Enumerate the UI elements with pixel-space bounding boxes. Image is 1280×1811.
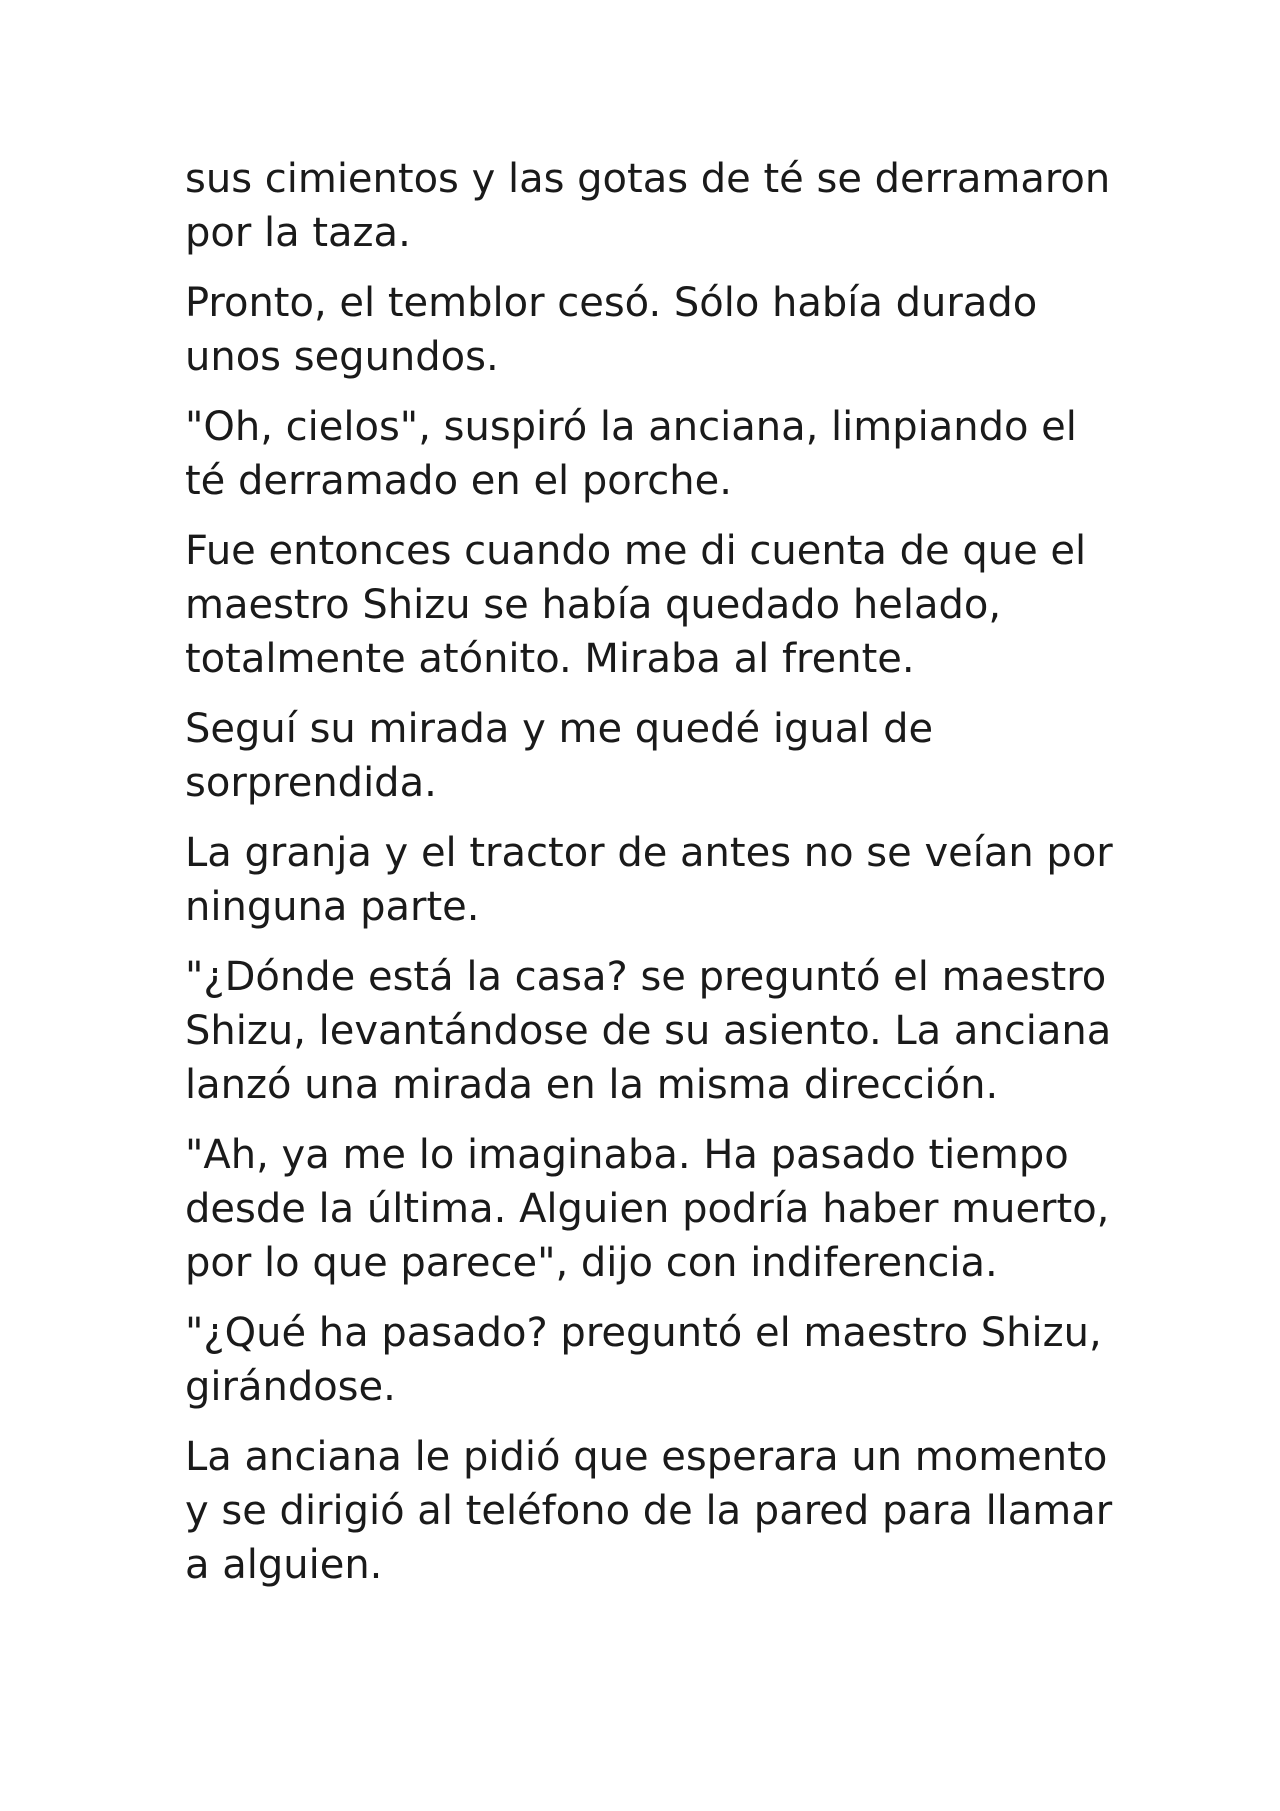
body-text — [185, 152, 1115, 1608]
paragraph — [185, 1128, 1115, 1290]
text-line: sus cimientos y las gotas de té se derramaron — [185, 156, 1111, 202]
paragraph — [185, 1306, 1115, 1414]
text-line: sorprendida. — [185, 760, 437, 806]
paragraph — [185, 400, 1115, 508]
text-line: por lo que parece", dijo con indiferencia. — [185, 1240, 998, 1286]
text-line: Fue entonces cuando me di cuenta de que el — [185, 528, 1087, 574]
text-line: "Oh, cielos", suspiró la anciana, limpiando el — [185, 404, 1077, 450]
text-line: girándose. — [185, 1364, 396, 1410]
text-line: por la taza. — [185, 210, 411, 256]
paragraph — [185, 950, 1115, 1112]
text-line: Shizu, levantándose de su asiento. La anciana — [185, 1008, 1112, 1054]
text-line: "Ah, ya me lo imaginaba. Ha pasado tiempo — [185, 1132, 1069, 1178]
paragraph — [185, 276, 1115, 384]
text-line: totalmente atónito. Miraba al frente. — [185, 636, 915, 682]
text-line: y se dirigió al teléfono de la pared para llamar — [185, 1488, 1113, 1534]
text-line: "¿Dónde está la casa? se preguntó el maestro — [185, 954, 1107, 1000]
text-line: unos segundos. — [185, 334, 499, 380]
paragraph — [185, 152, 1115, 260]
paragraph — [185, 524, 1115, 686]
text-line: ninguna parte. — [185, 884, 480, 930]
paragraph — [185, 1430, 1115, 1592]
text-line: "¿Qué ha pasado? preguntó el maestro Shizu, — [185, 1310, 1102, 1356]
text-line: maestro Shizu se había quedado helado, — [185, 582, 1002, 628]
text-line: Seguí su mirada y me quedé igual de — [185, 706, 934, 752]
text-line: a alguien. — [185, 1542, 383, 1588]
text-line: lanzó una mirada en la misma dirección. — [185, 1062, 999, 1108]
paragraph — [185, 826, 1115, 934]
text-line: Pronto, el temblor cesó. Sólo había durado — [185, 280, 1038, 326]
text-line: La granja y el tractor de antes no se veían por — [185, 830, 1113, 876]
text-line: desde la última. Alguien podría haber muerto, — [185, 1186, 1110, 1232]
paragraph — [185, 702, 1115, 810]
text-line: té derramado en el porche. — [185, 458, 732, 504]
text-line: La anciana le pidió que esperara un momento — [185, 1434, 1108, 1480]
